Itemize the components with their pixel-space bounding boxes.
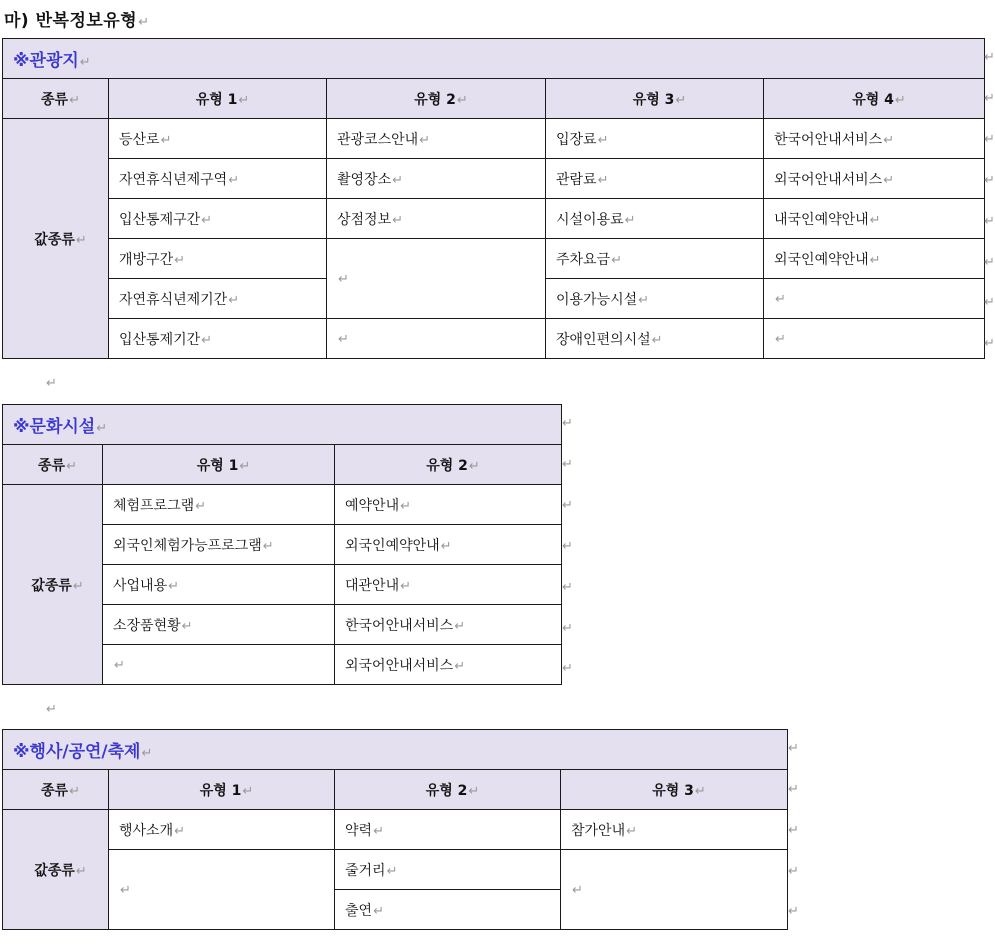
section-heading: 마) 반복정보유형↵ [4, 11, 150, 31]
table-cell: 한국어안내서비스↵ [335, 605, 562, 645]
paragraph-mark: ↵ [46, 376, 57, 391]
table-cell: 외국인예약안내↵ [764, 239, 985, 279]
table-cell: 장애인편의시설↵ [546, 319, 764, 359]
row-end-mark: ↵ [562, 539, 573, 554]
tourism-table [2, 38, 985, 359]
table-cell: 상점정보↵ [327, 199, 546, 239]
table-title: ※문화시설↵ [3, 405, 562, 445]
table-cell: 등산로↵ [109, 119, 327, 159]
table-cell: 이용가능시설↵ [546, 279, 764, 319]
row-end-mark: ↵ [984, 255, 995, 270]
header-cell: 유형 1↵ [103, 445, 335, 485]
kind-cell: 값종류↵ [3, 810, 109, 930]
row-end-mark: ↵ [984, 50, 995, 65]
table-cell: 관광코스안내↵ [327, 119, 546, 159]
table-cell: 입산통제기간↵ [109, 319, 327, 359]
kind-cell: 값종류↵ [3, 485, 103, 685]
row-end-mark: ↵ [788, 823, 799, 838]
header-cell: 유형 2↵ [335, 445, 562, 485]
table-cell: 외국인체험가능프로그램↵ [103, 525, 335, 565]
kind-cell: 값종류↵ [3, 119, 109, 359]
row-end-mark: ↵ [788, 782, 799, 797]
table-cell: 예약안내↵ [335, 485, 562, 525]
table-cell: 관람료↵ [546, 159, 764, 199]
table-cell: 시설이용료↵ [546, 199, 764, 239]
row-end-mark: ↵ [562, 457, 573, 472]
table-cell: 체험프로그램↵ [103, 485, 335, 525]
table-cell: 자연휴식년제구역↵ [109, 159, 327, 199]
row-end-mark: ↵ [984, 132, 995, 147]
table-cell: 참가안내↵ [561, 810, 788, 850]
header-cell: 종류↵ [3, 79, 109, 119]
table-cell: 외국어안내서비스↵ [335, 645, 562, 685]
header-cell: 유형 3↵ [546, 79, 764, 119]
header-cell: 유형 4↵ [764, 79, 985, 119]
table-cell: 행사소개↵ [109, 810, 335, 850]
table-cell: 자연휴식년제기간↵ [109, 279, 327, 319]
table-cell: 사업내용↵ [103, 565, 335, 605]
row-end-mark: ↵ [562, 580, 573, 595]
table-cell: 입장료↵ [546, 119, 764, 159]
empty-cell: ↵ [109, 850, 335, 930]
table-cell: 촬영장소↵ [327, 159, 546, 199]
row-end-mark: ↵ [788, 864, 799, 879]
row-end-mark: ↵ [562, 416, 573, 431]
row-end-mark: ↵ [984, 295, 995, 310]
table-title: ※관광지↵ [3, 39, 985, 79]
table-title: ※행사/공연/축제↵ [3, 730, 788, 770]
row-end-mark: ↵ [984, 173, 995, 188]
culture-table [2, 404, 562, 685]
table-cell: 외국어안내서비스↵ [764, 159, 985, 199]
row-end-mark: ↵ [562, 661, 573, 676]
table-cell: 주차요금↵ [546, 239, 764, 279]
table-cell: 입산통제구간↵ [109, 199, 327, 239]
empty-cell: ↵ [764, 319, 985, 359]
table-cell: 외국인예약안내↵ [335, 525, 562, 565]
empty-cell: ↵ [327, 319, 546, 359]
header-cell: 종류↵ [3, 770, 109, 810]
table-cell: 대관안내↵ [335, 565, 562, 605]
table-cell: 출연↵ [335, 890, 561, 930]
row-end-mark: ↵ [788, 904, 799, 919]
empty-cell: ↵ [561, 850, 788, 930]
table-cell: 소장품현황↵ [103, 605, 335, 645]
table-cell: 한국어안내서비스↵ [764, 119, 985, 159]
empty-cell: ↵ [103, 645, 335, 685]
table-cell: 줄거리↵ [335, 850, 561, 890]
row-end-mark: ↵ [984, 214, 995, 229]
row-end-mark: ↵ [788, 741, 799, 756]
header-cell: 유형 1↵ [109, 770, 335, 810]
empty-cell: ↵ [764, 279, 985, 319]
row-end-mark: ↵ [562, 621, 573, 636]
header-cell: 종류↵ [3, 445, 103, 485]
row-end-mark: ↵ [562, 498, 573, 513]
table-cell: 개방구간↵ [109, 239, 327, 279]
header-cell: 유형 2↵ [327, 79, 546, 119]
empty-cell: ↵ [327, 239, 546, 319]
event-table [2, 729, 788, 930]
header-cell: 유형 1↵ [109, 79, 327, 119]
row-end-mark: ↵ [984, 91, 995, 106]
paragraph-mark: ↵ [46, 702, 57, 717]
header-cell: 유형 2↵ [335, 770, 561, 810]
table-cell: 약력↵ [335, 810, 561, 850]
header-cell: 유형 3↵ [561, 770, 788, 810]
row-end-mark: ↵ [984, 336, 995, 351]
table-cell: 내국인예약안내↵ [764, 199, 985, 239]
